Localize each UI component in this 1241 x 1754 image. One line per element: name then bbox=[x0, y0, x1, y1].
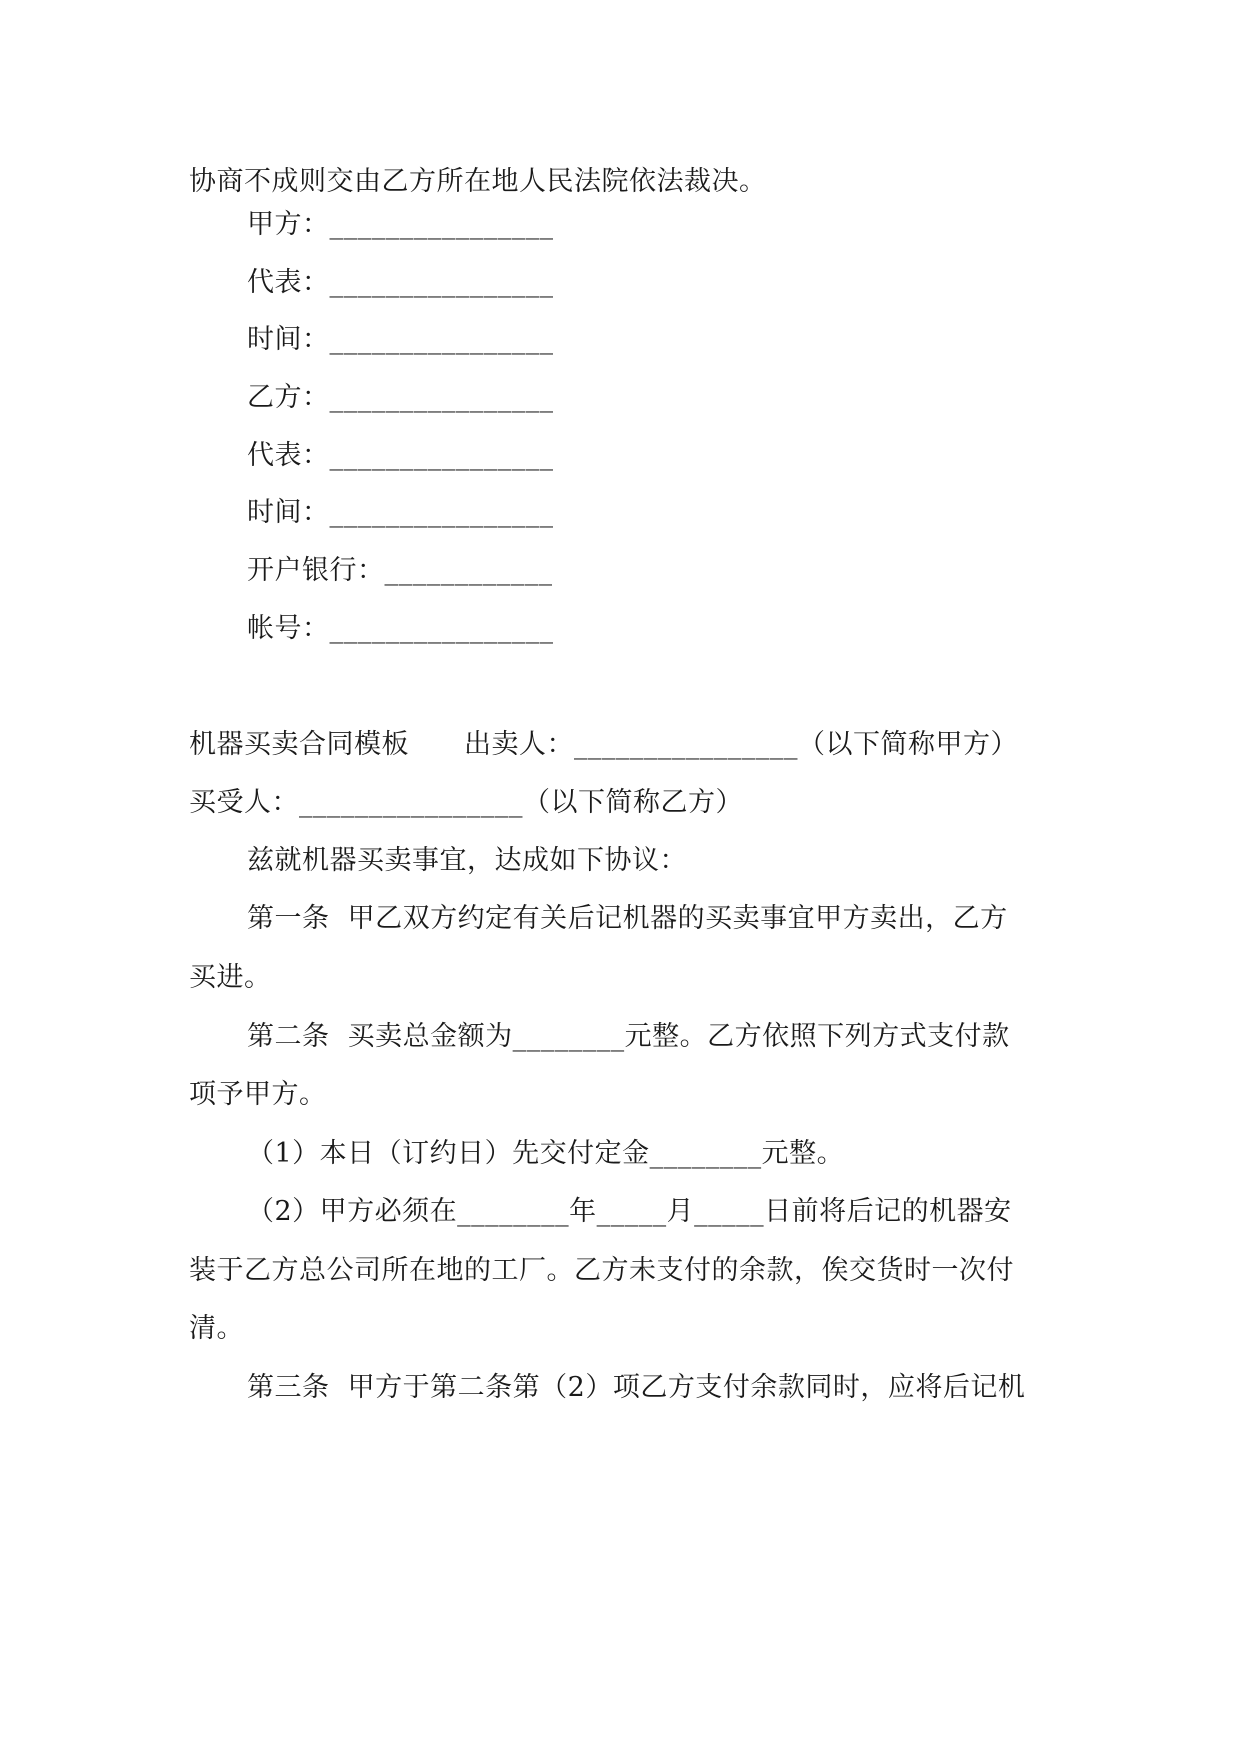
article-2-line-1: 第二条 买卖总金额为________元整。乙方依照下列方式支付款 bbox=[247, 1021, 1010, 1052]
signature-account: 帐号：________________ bbox=[247, 613, 554, 644]
signature-representative-b: 代表：________________ bbox=[247, 440, 554, 471]
article-1-line-2: 买进。 bbox=[189, 962, 272, 993]
signature-representative-a: 代表：________________ bbox=[247, 267, 554, 298]
signature-party-a: 甲方：________________ bbox=[247, 209, 554, 240]
buyer-line: 买受人：________________（以下简称乙方） bbox=[189, 787, 743, 818]
article-2-item-2-line-3: 清。 bbox=[189, 1313, 244, 1344]
signature-date-b: 时间：________________ bbox=[247, 497, 554, 528]
signature-party-b: 乙方：________________ bbox=[247, 382, 554, 413]
contract-title-line: 机器买卖合同模板 出卖人：________________（以下简称甲方） bbox=[189, 729, 1018, 760]
article-2-line-2: 项予甲方。 bbox=[189, 1079, 327, 1110]
signature-date-a: 时间：________________ bbox=[247, 324, 554, 355]
article-1-line-1: 第一条 甲乙双方约定有关后记机器的买卖事宜甲方卖出，乙方 bbox=[247, 903, 1008, 934]
contract-intro: 兹就机器买卖事宜，达成如下协议： bbox=[247, 845, 687, 876]
article-3-line-1: 第三条 甲方于第二条第（2）项乙方支付余款同时，应将后记机 bbox=[247, 1372, 1026, 1403]
article-2-item-1: （1）本日（订约日）先交付定金________元整。 bbox=[247, 1138, 845, 1169]
closing-clause-text: 协商不成则交由乙方所在地人民法院依法裁决。 bbox=[189, 166, 767, 197]
article-2-item-2-line-1: （2）甲方必须在________年_____月_____日前将后记的机器安 bbox=[247, 1196, 1012, 1227]
article-2-item-2-line-2: 装于乙方总公司所在地的工厂。乙方未支付的余款，俟交货时一次付 bbox=[189, 1255, 1014, 1286]
signature-bank: 开户银行：____________ bbox=[247, 555, 553, 586]
